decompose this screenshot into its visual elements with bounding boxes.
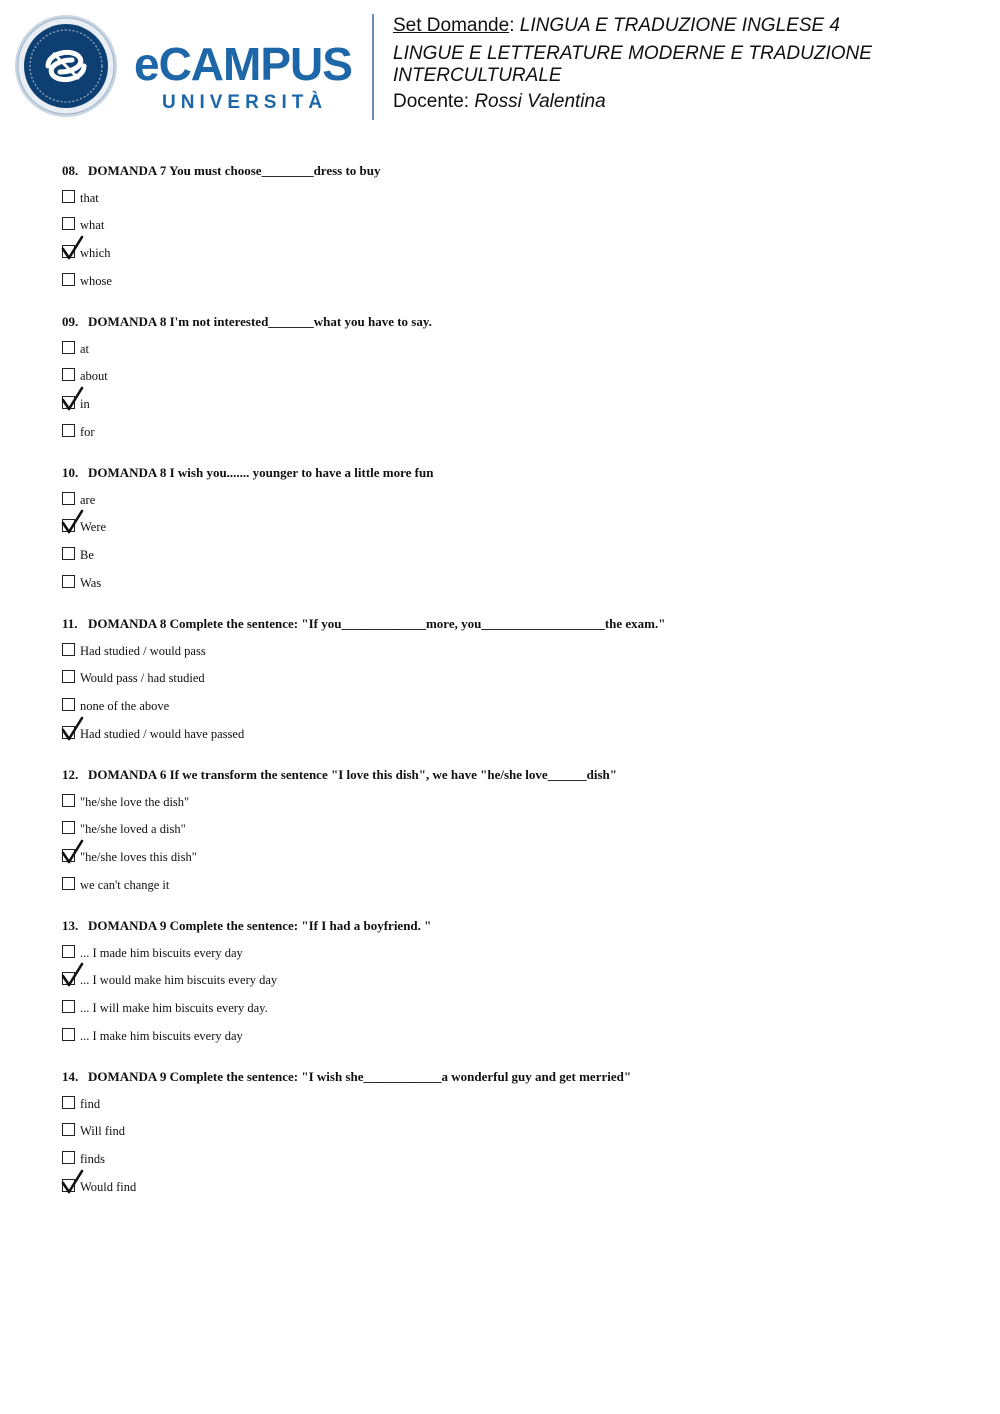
checkbox[interactable] [62, 945, 75, 958]
option-label: for [80, 424, 95, 439]
option-label: ... I will make him biscuits every day. [80, 1001, 268, 1016]
answer-option[interactable] [62, 272, 962, 290]
answer-option[interactable] [62, 848, 962, 866]
option-label: Be [80, 548, 94, 563]
checkbox[interactable] [62, 821, 75, 834]
checkbox[interactable] [62, 794, 75, 807]
option-label: ... I would make him biscuits every day [80, 973, 278, 988]
checkbox[interactable] [62, 547, 75, 560]
option-label: we can't change it [80, 877, 170, 892]
checkbox[interactable] [62, 217, 75, 230]
question-text: DOMANDA 8 I wish you....... younger to have a little more fun [88, 465, 434, 480]
option-label: "he/she love the dish" [80, 794, 190, 809]
option-label: ... I make him biscuits every day [80, 1028, 243, 1043]
question-text: DOMANDA 9 Complete the sentence: "I wish she____________a wonderful guy and get merried" [88, 1069, 632, 1084]
checkbox[interactable] [62, 368, 75, 381]
question-block [62, 465, 962, 592]
option-label: at [80, 341, 90, 356]
question-title [62, 616, 962, 632]
answer-option[interactable] [62, 1095, 962, 1113]
answer-option[interactable] [62, 697, 962, 715]
course-name: LINGUA E TRADUZIONE INGLESE 4 [519, 15, 841, 36]
checkbox[interactable] [62, 670, 75, 683]
option-label: Had studied / would pass [80, 643, 206, 658]
question-number: 08. [62, 163, 79, 178]
answer-option[interactable] [62, 395, 962, 413]
answer-option[interactable] [62, 518, 962, 536]
program-line-1: LINGUE E LETTERATURE MODERNE E TRADUZIONE [393, 43, 872, 64]
checkbox[interactable] [62, 1123, 75, 1136]
question-block [62, 314, 962, 441]
option-label: Would find [80, 1179, 137, 1194]
option-label: about [80, 369, 108, 384]
option-label: which [80, 246, 111, 261]
answer-option[interactable] [62, 574, 962, 592]
answer-option[interactable] [62, 820, 962, 838]
option-label: whose [80, 273, 112, 288]
option-label: Were [80, 520, 107, 535]
answer-option[interactable] [62, 216, 962, 234]
wordmark-subtitle: UNIVERSITÀ [162, 92, 328, 112]
checkbox[interactable] [62, 273, 75, 286]
checkbox[interactable] [62, 424, 75, 437]
answer-option[interactable] [62, 876, 962, 894]
option-label: finds [80, 1152, 105, 1167]
option-label: that [80, 190, 99, 205]
checkbox[interactable] [62, 698, 75, 711]
question-text: DOMANDA 9 Complete the sentence: "If I had a boyfriend. " [88, 918, 432, 933]
question-number: 12. [62, 767, 79, 782]
answer-option[interactable] [62, 367, 962, 385]
question-title [62, 1069, 962, 1085]
answer-option[interactable] [62, 725, 962, 743]
checkbox[interactable] [62, 575, 75, 588]
question-text: DOMANDA 6 If we transform the sentence "I love this dish", we have "he/she love______dish" [88, 767, 617, 782]
question-text: DOMANDA 8 Complete the sentence: "If you_____________more, you___________________the exam." [88, 616, 666, 631]
answer-option[interactable] [62, 244, 962, 262]
option-label: Was [80, 575, 102, 590]
checkbox[interactable] [62, 1028, 75, 1041]
option-label: find [80, 1096, 101, 1111]
checkbox[interactable] [62, 190, 75, 203]
question-number: 11. [62, 616, 78, 631]
answer-option[interactable] [62, 999, 962, 1017]
checkbox[interactable] [62, 1151, 75, 1164]
option-label: Would pass / had studied [80, 671, 205, 686]
question-number: 14. [62, 1069, 79, 1084]
question-block [62, 918, 962, 1045]
question-block [62, 616, 962, 743]
answer-option[interactable] [62, 340, 962, 358]
answer-option[interactable] [62, 1122, 962, 1140]
question-block [62, 163, 962, 290]
option-label: none of the above [80, 699, 170, 714]
question-title [62, 767, 962, 783]
header-divider [372, 14, 374, 120]
option-label: ... I made him biscuits every day [80, 945, 243, 960]
answer-option[interactable] [62, 642, 962, 660]
option-label: Will find [80, 1124, 125, 1139]
set-separator: : [509, 15, 520, 36]
ecampus-wordmark-logo [134, 40, 358, 112]
option-label: Had studied / would have passed [80, 726, 245, 741]
option-label: what [80, 218, 105, 233]
answer-option[interactable] [62, 944, 962, 962]
question-text: DOMANDA 8 I'm not interested_______what you have to say. [88, 314, 432, 329]
checkbox[interactable] [62, 1096, 75, 1109]
ecampus-seal-logo [14, 14, 118, 118]
question-number: 09. [62, 314, 79, 329]
checkbox[interactable] [62, 643, 75, 656]
question-number: 13. [62, 918, 79, 933]
checkbox[interactable] [62, 341, 75, 354]
answer-option[interactable] [62, 971, 962, 989]
answer-option[interactable] [62, 491, 962, 509]
option-label: in [80, 397, 90, 412]
question-title [62, 163, 962, 179]
answer-option[interactable] [62, 669, 962, 687]
option-label: "he/she loves this dish" [80, 850, 197, 865]
question-block [62, 767, 962, 894]
teacher-line [393, 90, 606, 113]
set-line [393, 14, 840, 37]
question-title [62, 314, 962, 330]
option-label: "he/she loved a dish" [80, 822, 186, 837]
question-title [62, 918, 962, 934]
answer-option[interactable] [62, 189, 962, 207]
question-text: DOMANDA 7 You must choose________dress to buy [88, 163, 381, 178]
question-number: 10. [62, 465, 79, 480]
option-label: are [80, 492, 96, 507]
checkbox[interactable] [62, 1000, 75, 1013]
question-block [62, 1069, 962, 1196]
set-label: Set Domande [393, 15, 510, 36]
checkbox[interactable] [62, 492, 75, 505]
teacher-label: Docente: [393, 91, 475, 112]
teacher-name: Rossi Valentina [474, 91, 606, 112]
question-title [62, 465, 962, 481]
program-line-2: INTERCULTURALE [393, 65, 562, 86]
answer-option[interactable] [62, 793, 962, 811]
answer-option[interactable] [62, 1027, 962, 1045]
answer-option[interactable] [62, 423, 962, 441]
answer-option[interactable] [62, 1150, 962, 1168]
checkbox[interactable] [62, 877, 75, 890]
answer-option[interactable] [62, 546, 962, 564]
answer-option[interactable] [62, 1178, 962, 1196]
wordmark-text: eCAMPUS [134, 40, 352, 90]
